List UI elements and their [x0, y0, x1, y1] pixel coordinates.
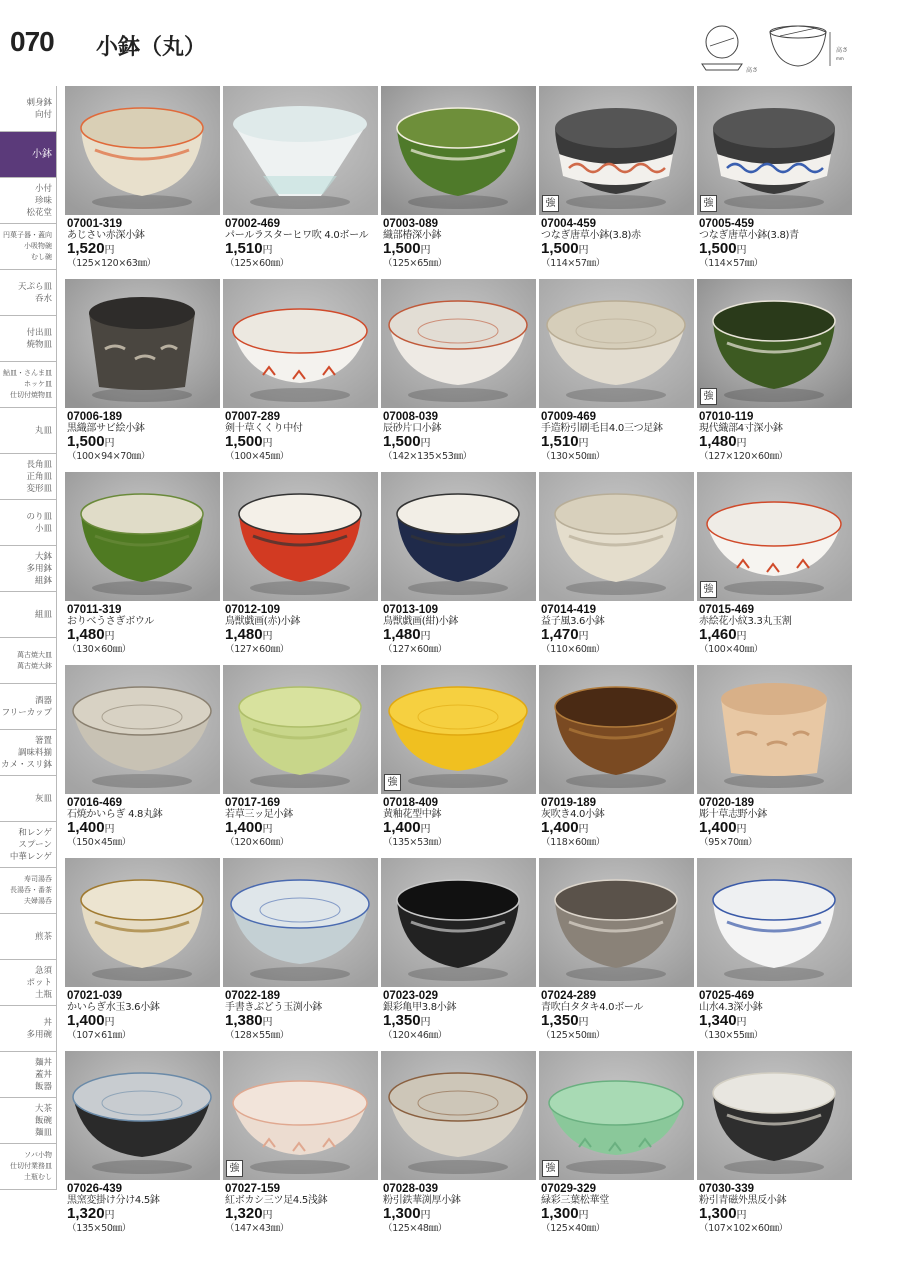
product-code: 07028-039 — [383, 1183, 438, 1195]
product-size: （130×50㎜） — [541, 451, 605, 462]
product-card[interactable] — [539, 665, 697, 858]
price-value: 1,480 — [67, 626, 105, 643]
product-code: 07024-289 — [541, 990, 596, 1002]
product-price — [699, 821, 855, 837]
sidebar-item[interactable]: のり皿 小皿 — [0, 500, 57, 546]
product-code: 07005-459 — [699, 218, 754, 230]
price-value: 1,380 — [225, 1012, 263, 1029]
sidebar-item[interactable]: ソバ小物 仕切付業務皿 土瓶むし — [0, 1144, 57, 1190]
product-code: 07006-189 — [67, 411, 122, 423]
product-price — [67, 821, 223, 837]
price-value: 1,300 — [383, 1205, 421, 1222]
price-value: 1,500 — [383, 433, 421, 450]
product-code: 07008-039 — [383, 411, 438, 423]
product-photo[interactable] — [381, 279, 536, 408]
product-price — [67, 628, 223, 644]
product-price — [699, 1014, 855, 1030]
product-card[interactable] — [65, 1051, 223, 1244]
product-card[interactable] — [539, 86, 697, 279]
product-row — [65, 86, 855, 279]
yen-unit: 円 — [420, 438, 431, 449]
product-size: （100×94×70㎜） — [67, 451, 151, 462]
yen-unit: 円 — [578, 1017, 589, 1028]
product-price — [383, 821, 539, 837]
product-size: （107×61㎜） — [67, 1030, 131, 1041]
product-name: 粉引鉄華渕厚小鉢 — [383, 1195, 461, 1206]
product-code: 07029-329 — [541, 1183, 596, 1195]
product-size: （125×40㎜） — [541, 1223, 605, 1234]
product-card[interactable] — [539, 472, 697, 665]
diagram-mm-label: mm — [836, 56, 844, 61]
product-photo[interactable] — [539, 858, 694, 987]
product-size: （114×57㎜） — [541, 258, 605, 269]
sidebar-item[interactable]: 長角皿 正角皿 変形皿 — [0, 454, 57, 500]
product-name: 石焼かいらぎ 4.8丸鉢 — [67, 809, 163, 820]
product-price — [383, 1207, 539, 1223]
product-photo[interactable] — [381, 858, 536, 987]
sidebar-item[interactable]: 円菓子器・蓋向 小吸物碗 むし碗 — [0, 224, 57, 270]
product-card[interactable] — [381, 86, 539, 279]
product-name: あじさい赤深小鉢 — [67, 230, 145, 241]
product-card[interactable] — [697, 279, 855, 472]
product-code: 07021-039 — [67, 990, 122, 1002]
product-size: （127×60㎜） — [225, 644, 289, 655]
yen-unit: 円 — [420, 1017, 431, 1028]
product-photo[interactable] — [539, 1051, 694, 1180]
product-code: 07001-319 — [67, 218, 122, 230]
yen-unit: 円 — [578, 438, 589, 449]
yen-unit: 円 — [262, 631, 273, 642]
price-value: 1,480 — [383, 626, 421, 643]
product-card[interactable] — [65, 86, 223, 279]
product-code: 07030-339 — [699, 1183, 754, 1195]
product-code: 07003-089 — [383, 218, 438, 230]
yen-unit: 円 — [104, 631, 115, 642]
product-size: （127×60㎜） — [383, 644, 447, 655]
product-name: 銀彩亀甲3.8小鉢 — [383, 1002, 457, 1013]
price-value: 1,460 — [699, 626, 737, 643]
product-size: （125×120×63㎜） — [67, 258, 156, 269]
product-code: 07014-419 — [541, 604, 596, 616]
product-code: 07027-159 — [225, 1183, 280, 1195]
yen-unit: 円 — [104, 824, 115, 835]
sidebar-item[interactable]: 大茶 飯碗 麺皿 — [0, 1098, 57, 1144]
product-size: （127×120×60㎜） — [699, 451, 788, 462]
product-price — [67, 242, 223, 258]
sidebar-item[interactable]: 組皿 — [0, 592, 57, 638]
product-photo[interactable] — [539, 665, 694, 794]
product-size: （128×55㎜） — [225, 1030, 289, 1041]
dimension-diagram — [690, 22, 850, 78]
product-card[interactable] — [223, 86, 381, 279]
product-code: 07022-189 — [225, 990, 280, 1002]
product-photo[interactable] — [223, 665, 378, 794]
product-price — [541, 1014, 697, 1030]
product-price — [383, 1014, 539, 1030]
price-value: 1,480 — [225, 626, 263, 643]
sidebar-item[interactable]: 灰皿 — [0, 776, 57, 822]
sidebar-item[interactable]: 急須 ポット 土瓶 — [0, 960, 57, 1006]
product-price — [383, 435, 539, 451]
product-row — [65, 858, 855, 1051]
yen-unit: 円 — [104, 1210, 115, 1221]
price-value: 1,510 — [541, 433, 579, 450]
product-price — [541, 1207, 697, 1223]
product-name: つなぎ唐草小鉢(3.8)赤 — [541, 230, 641, 241]
product-row — [65, 279, 855, 472]
product-size: （118×60㎜） — [541, 837, 605, 848]
yen-unit: 円 — [104, 245, 115, 256]
product-name: つなぎ唐草小鉢(3.8)青 — [699, 230, 799, 241]
product-name: 辰砂片口小鉢 — [383, 423, 442, 434]
price-value: 1,510 — [225, 240, 263, 257]
product-price — [225, 1014, 381, 1030]
sidebar-item[interactable]: 天ぷら皿 呑水 — [0, 270, 57, 316]
product-card[interactable] — [223, 1051, 381, 1244]
product-code: 07004-459 — [541, 218, 596, 230]
sidebar-item[interactable]: 酒器 フリーカップ — [0, 684, 57, 730]
sidebar-item[interactable]: 箸置 調味料揃 カメ・スリ鉢 — [0, 730, 57, 776]
product-photo[interactable] — [65, 858, 220, 987]
product-name: 彫十草志野小鉢 — [699, 809, 767, 820]
strength-badge: 強 — [700, 388, 717, 405]
product-size: （130×55㎜） — [699, 1030, 763, 1041]
product-card[interactable] — [65, 858, 223, 1051]
yen-unit: 円 — [262, 824, 273, 835]
product-photo[interactable] — [223, 858, 378, 987]
product-photo[interactable] — [65, 86, 220, 215]
product-card[interactable] — [65, 279, 223, 472]
product-photo[interactable] — [697, 665, 852, 794]
product-size: （150×45㎜） — [67, 837, 131, 848]
sidebar-item[interactable]: 大鉢 多用鉢 組鉢 — [0, 546, 57, 592]
product-price — [699, 1207, 855, 1223]
product-code: 07013-109 — [383, 604, 438, 616]
product-card[interactable] — [539, 1051, 697, 1244]
product-photo[interactable] — [381, 472, 536, 601]
yen-unit: 円 — [420, 1210, 431, 1221]
yen-unit: 円 — [578, 1210, 589, 1221]
yen-unit: 円 — [420, 631, 431, 642]
product-size: （142×135×53㎜） — [383, 451, 472, 462]
price-value: 1,400 — [67, 1012, 105, 1029]
product-photo[interactable] — [381, 86, 536, 215]
product-code: 07025-469 — [699, 990, 754, 1002]
yen-unit: 円 — [736, 631, 747, 642]
product-name: 青吹白タタキ4.0ボール — [541, 1002, 644, 1013]
yen-unit: 円 — [736, 824, 747, 835]
product-size: （135×50㎜） — [67, 1223, 131, 1234]
page-number: 070 — [10, 26, 54, 57]
product-photo[interactable] — [539, 472, 694, 601]
product-code: 07007-289 — [225, 411, 280, 423]
sidebar-item[interactable]: 和レンゲ スプーン 中華レンゲ — [0, 822, 57, 868]
product-photo[interactable] — [697, 1051, 852, 1180]
product-photo[interactable] — [65, 279, 220, 408]
product-code: 07009-469 — [541, 411, 596, 423]
product-code: 07020-189 — [699, 797, 754, 809]
product-size: （107×102×60㎜） — [699, 1223, 788, 1234]
product-code: 07012-109 — [225, 604, 280, 616]
sidebar-item[interactable]: 刺身鉢 向付 — [0, 86, 57, 132]
product-name: 手造粉引刷毛目4.0三つ足鉢 — [541, 423, 663, 434]
product-photo[interactable] — [697, 858, 852, 987]
yen-unit: 円 — [104, 1017, 115, 1028]
product-photo[interactable] — [65, 665, 220, 794]
price-value: 1,350 — [541, 1012, 579, 1029]
product-name: 黒窯変掛け分け4.5鉢 — [67, 1195, 160, 1206]
product-photo[interactable] — [223, 1051, 378, 1180]
strength-badge: 強 — [700, 581, 717, 598]
product-card[interactable] — [65, 472, 223, 665]
sidebar-item[interactable]: 寿司湯呑 長湯呑・番茶 夫婦湯呑 — [0, 868, 57, 914]
product-row — [65, 665, 855, 858]
product-name: 緑彩三葉松華堂 — [541, 1195, 609, 1206]
product-row — [65, 1051, 855, 1244]
product-price — [541, 628, 697, 644]
product-price — [699, 435, 855, 451]
yen-unit: 円 — [736, 1210, 747, 1221]
product-code: 07016-469 — [67, 797, 122, 809]
product-size: （130×60㎜） — [67, 644, 131, 655]
product-photo[interactable] — [381, 1051, 536, 1180]
sidebar-item[interactable]: 煎茶 — [0, 914, 57, 960]
price-value: 1,470 — [541, 626, 579, 643]
product-card[interactable] — [697, 858, 855, 1051]
product-card[interactable] — [223, 279, 381, 472]
price-value: 1,400 — [67, 819, 105, 836]
price-value: 1,320 — [67, 1205, 105, 1222]
product-card[interactable] — [697, 472, 855, 665]
product-photo[interactable] — [65, 1051, 220, 1180]
product-size: （120×46㎜） — [383, 1030, 447, 1041]
price-value: 1,400 — [383, 819, 421, 836]
product-code: 07026-439 — [67, 1183, 122, 1195]
product-card[interactable] — [223, 472, 381, 665]
price-value: 1,400 — [699, 819, 737, 836]
price-value: 1,400 — [225, 819, 263, 836]
yen-unit: 円 — [578, 824, 589, 835]
product-code: 07018-409 — [383, 797, 438, 809]
product-photo[interactable] — [697, 86, 852, 215]
yen-unit: 円 — [578, 245, 589, 256]
product-code: 07019-189 — [541, 797, 596, 809]
product-name: 益子風3.6小鉢 — [541, 616, 605, 627]
product-code: 07011-319 — [67, 604, 122, 616]
sidebar-item[interactable]: 萬古焼大皿 萬古焼大鉢 — [0, 638, 57, 684]
product-card[interactable] — [697, 86, 855, 279]
product-card[interactable] — [381, 858, 539, 1051]
product-size: （125×65㎜） — [383, 258, 447, 269]
product-grid — [65, 86, 855, 1244]
product-photo[interactable] — [697, 279, 852, 408]
product-code: 07023-029 — [383, 990, 438, 1002]
product-name: 赤絵花小紋3.3丸玉割 — [699, 616, 792, 627]
product-price — [225, 242, 381, 258]
price-value: 1,500 — [225, 433, 263, 450]
price-value: 1,500 — [383, 240, 421, 257]
product-price — [699, 628, 855, 644]
yen-unit: 円 — [420, 245, 431, 256]
product-name: おりべうさぎボウル — [67, 616, 154, 627]
yen-unit: 円 — [262, 245, 273, 256]
product-price — [225, 1207, 381, 1223]
strength-badge: 強 — [542, 195, 559, 212]
strength-badge: 強 — [384, 774, 401, 791]
product-card[interactable] — [697, 1051, 855, 1244]
product-card[interactable] — [223, 858, 381, 1051]
product-photo[interactable] — [697, 472, 852, 601]
product-price — [383, 242, 539, 258]
product-photo[interactable] — [223, 86, 378, 215]
product-photo[interactable] — [65, 472, 220, 601]
product-name: 鳥獣戯画(紺)小鉢 — [383, 616, 459, 627]
yen-unit: 円 — [262, 1017, 273, 1028]
product-row — [65, 472, 855, 665]
product-photo[interactable] — [223, 472, 378, 601]
sidebar-item[interactable]: 丸皿 — [0, 408, 57, 454]
product-price — [225, 435, 381, 451]
product-name: 鳥獣戯画(赤)小鉢 — [225, 616, 301, 627]
product-name: かいらぎ水玉3.6小鉢 — [67, 1002, 160, 1013]
product-size: （147×43㎜） — [225, 1223, 289, 1234]
product-photo[interactable] — [539, 279, 694, 408]
product-price — [699, 242, 855, 258]
category-sidebar — [0, 86, 57, 1190]
product-name: 織部椿深小鉢 — [383, 230, 442, 241]
product-card[interactable] — [381, 472, 539, 665]
sidebar-item[interactable]: 小付 珍味 松花堂 — [0, 178, 57, 224]
product-size: （120×60㎜） — [225, 837, 289, 848]
product-name: パールラスターヒワ吹 4.0ボール — [225, 230, 369, 241]
product-size: （95×70㎜） — [699, 837, 758, 848]
product-price — [225, 821, 381, 837]
price-value: 1,350 — [383, 1012, 421, 1029]
product-name: 黒織部サビ絵小鉢 — [67, 423, 145, 434]
product-size: （125×50㎜） — [541, 1030, 605, 1041]
price-value: 1,500 — [67, 433, 105, 450]
price-value: 1,300 — [699, 1205, 737, 1222]
product-photo[interactable] — [223, 279, 378, 408]
page-title: 小鉢（丸） — [96, 35, 207, 60]
price-value: 1,520 — [67, 240, 105, 257]
strength-badge: 強 — [542, 1160, 559, 1177]
product-card[interactable] — [381, 665, 539, 858]
strength-badge: 強 — [700, 195, 717, 212]
yen-unit: 円 — [578, 631, 589, 642]
product-price — [541, 821, 697, 837]
product-name: 山水4.3深小鉢 — [699, 1002, 763, 1013]
price-value: 1,340 — [699, 1012, 737, 1029]
product-code: 07017-169 — [225, 797, 280, 809]
price-value: 1,500 — [699, 240, 737, 257]
yen-unit: 円 — [736, 245, 747, 256]
product-price — [541, 242, 697, 258]
product-card[interactable] — [539, 279, 697, 472]
price-value: 1,400 — [541, 819, 579, 836]
product-code: 07015-469 — [699, 604, 754, 616]
product-size: （125×60㎜） — [225, 258, 289, 269]
product-size: （100×40㎜） — [699, 644, 763, 655]
product-size: （114×57㎜） — [699, 258, 763, 269]
strength-badge: 強 — [226, 1160, 243, 1177]
product-card[interactable] — [381, 279, 539, 472]
yen-unit: 円 — [736, 1017, 747, 1028]
product-size: （135×53㎜） — [383, 837, 447, 848]
product-price — [541, 435, 697, 451]
yen-unit: 円 — [104, 438, 115, 449]
product-photo[interactable] — [539, 86, 694, 215]
sidebar-item[interactable]: 小鉢 — [0, 132, 57, 178]
product-size: （110×60㎜） — [541, 644, 605, 655]
product-price — [383, 628, 539, 644]
product-price — [67, 1014, 223, 1030]
product-name: 手書きぶどう玉渕小鉢 — [225, 1002, 322, 1013]
price-value: 1,320 — [225, 1205, 263, 1222]
product-code: 07002-469 — [225, 218, 280, 230]
product-name: 現代織部4寸深小鉢 — [699, 423, 783, 434]
product-card[interactable] — [65, 665, 223, 858]
product-name: 粉引青磁外黒反小鉢 — [699, 1195, 787, 1206]
product-name: 灰吹き4.0小鉢 — [541, 809, 605, 820]
diagram-height-label-2: 高さ — [746, 67, 759, 74]
diagram-height-label: 高さ — [836, 47, 849, 54]
product-photo[interactable] — [381, 665, 536, 794]
product-price — [67, 1207, 223, 1223]
sidebar-item[interactable]: 丼 多用碗 — [0, 1006, 57, 1052]
product-price — [225, 628, 381, 644]
product-card[interactable] — [539, 858, 697, 1051]
product-price — [67, 435, 223, 451]
product-card[interactable] — [697, 665, 855, 858]
sidebar-item[interactable]: 鮎皿・さんま皿 ホッケ皿 仕切付焼物皿 — [0, 362, 57, 408]
price-value: 1,480 — [699, 433, 737, 450]
product-card[interactable] — [381, 1051, 539, 1244]
product-name: 紅ボカシ三ツ足4.5浅鉢 — [225, 1195, 328, 1206]
product-name: 若草三ッ足小鉢 — [225, 809, 293, 820]
sidebar-item[interactable]: 麺丼 蓋丼 飯器 — [0, 1052, 57, 1098]
yen-unit: 円 — [262, 438, 273, 449]
yen-unit: 円 — [736, 438, 747, 449]
product-card[interactable] — [223, 665, 381, 858]
price-value: 1,300 — [541, 1205, 579, 1222]
product-name: 剣十草くくり中付 — [225, 423, 303, 434]
yen-unit: 円 — [420, 824, 431, 835]
yen-unit: 円 — [262, 1210, 273, 1221]
price-value: 1,500 — [541, 240, 579, 257]
product-size: （100×45㎜） — [225, 451, 289, 462]
product-code: 07010-119 — [699, 411, 754, 423]
product-name: 黄釉花型中鉢 — [383, 809, 442, 820]
product-size: （125×48㎜） — [383, 1223, 447, 1234]
sidebar-item[interactable]: 付出皿 焼物皿 — [0, 316, 57, 362]
